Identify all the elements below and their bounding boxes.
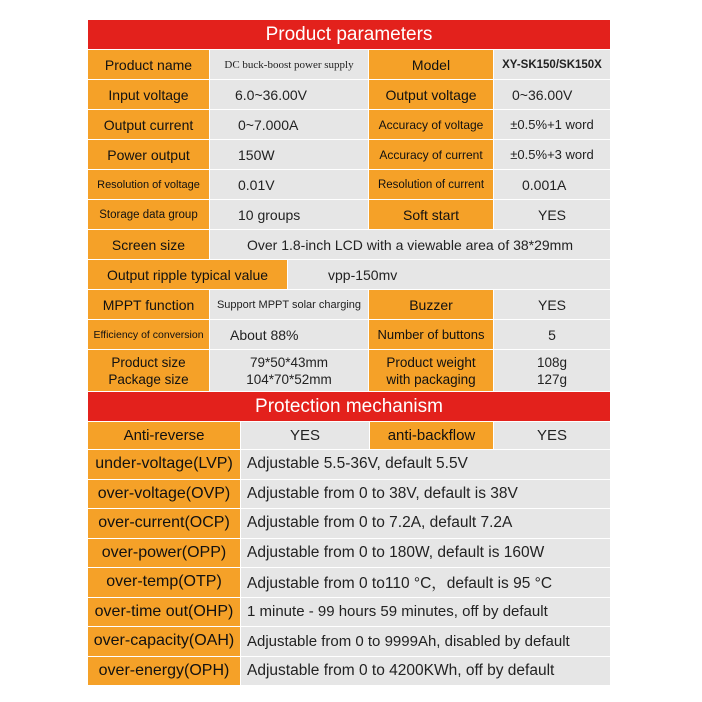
protection-value: Adjustable from 0 to 9999Ah, disabled by default xyxy=(241,627,610,656)
protection-label: over-current(OCP) xyxy=(88,509,241,538)
protection-label: over-power(OPP) xyxy=(88,539,241,568)
ripple-label: Output ripple typical value xyxy=(88,260,288,289)
protection-label: over-capacity(OAH) xyxy=(88,627,241,656)
spec-sheet xyxy=(88,20,610,685)
efficiency-value: About 88% xyxy=(210,320,369,349)
ripple-value: vpp-150mv xyxy=(288,260,610,289)
product-name-value: DC buck-boost power supply xyxy=(210,50,369,79)
mppt-label: MPPT function xyxy=(88,290,210,319)
protection-row xyxy=(88,656,610,686)
buttons-label: Number of buttons xyxy=(369,320,494,349)
protection-row xyxy=(88,538,610,568)
output-voltage-value: 0~36.00V xyxy=(494,80,610,109)
anti-backflow-value: YES xyxy=(494,422,610,449)
weight-labels xyxy=(369,350,494,391)
anti-backflow-label: anti-backflow xyxy=(370,422,494,449)
with-packaging-label: with packaging xyxy=(386,371,476,387)
accuracy-voltage-value: ±0.5%+1 word xyxy=(494,110,610,139)
protection-value: Adjustable from 0 to 180W, default is 160W xyxy=(241,539,610,568)
efficiency-label: Efficiency of conversion xyxy=(88,320,210,349)
protection-label: over-energy(OPH) xyxy=(88,657,241,686)
package-size-value: 104*70*52mm xyxy=(246,371,332,387)
model-value: XY-SK150/SK150X xyxy=(494,50,610,79)
soft-start-value: YES xyxy=(494,200,610,229)
buzzer-value: YES xyxy=(494,290,610,319)
protection-banner: Protection mechanism xyxy=(88,391,610,421)
accuracy-voltage-label: Accuracy of voltage xyxy=(369,110,494,139)
accuracy-current-label: Accuracy of current xyxy=(369,140,494,169)
protection-row xyxy=(88,626,610,656)
protection-value: Adjustable 5.5-36V, default 5.5V xyxy=(241,450,610,479)
product-size-label: Product size xyxy=(111,354,186,370)
size-labels xyxy=(88,350,210,391)
resolution-current-label: Resolution of current xyxy=(369,170,494,199)
protection-row xyxy=(88,449,610,479)
protection-row xyxy=(88,508,610,538)
protection-value: Adjustable from 0 to110 °C，default is 95 °C xyxy=(241,568,610,597)
accuracy-current-value: ±0.5%+3 word xyxy=(494,140,610,169)
anti-reverse-label: Anti-reverse xyxy=(88,422,241,449)
mppt-value: Support MPPT solar charging xyxy=(210,290,369,319)
protection-label: over-time out(OHP) xyxy=(88,598,241,627)
output-current-label: Output current xyxy=(88,110,210,139)
protection-list xyxy=(88,449,610,685)
protection-label: over-temp(OTP) xyxy=(88,568,241,597)
product-name-label: Product name xyxy=(88,50,210,79)
storage-value: 10 groups xyxy=(210,200,369,229)
protection-label: under-voltage(LVP) xyxy=(88,450,241,479)
product-weight-label: Product weight xyxy=(386,354,476,370)
input-voltage-value: 6.0~36.00V xyxy=(210,80,369,109)
size-values xyxy=(210,350,369,391)
input-voltage-label: Input voltage xyxy=(88,80,210,109)
product-size-value: 79*50*43mm xyxy=(249,354,329,370)
product-parameters-banner: Product parameters xyxy=(88,20,610,49)
package-size-label: Package size xyxy=(108,371,189,387)
protection-row xyxy=(88,479,610,509)
package-weight-value: 127g xyxy=(536,371,568,387)
protection-row xyxy=(88,567,610,597)
output-current-value: 0~7.000A xyxy=(210,110,369,139)
power-output-label: Power output xyxy=(88,140,210,169)
protection-value: Adjustable from 0 to 38V, default is 38V xyxy=(241,480,610,509)
buttons-value: 5 xyxy=(494,320,610,349)
anti-reverse-value: YES xyxy=(241,422,370,449)
screen-size-label: Screen size xyxy=(88,230,210,259)
protection-value: Adjustable from 0 to 4200KWh, off by default xyxy=(241,657,610,686)
buzzer-label: Buzzer xyxy=(369,290,494,319)
screen-size-value: Over 1.8-inch LCD with a viewable area of 38*29mm xyxy=(210,230,610,259)
storage-label: Storage data group xyxy=(88,200,210,229)
power-output-value: 150W xyxy=(210,140,369,169)
product-weight-value: 108g xyxy=(536,354,568,370)
model-label: Model xyxy=(369,50,494,79)
resolution-voltage-label: Resolution of voltage xyxy=(88,170,210,199)
protection-label: over-voltage(OVP) xyxy=(88,480,241,509)
protection-value: 1 minute - 99 hours 59 minutes, off by default xyxy=(241,598,610,627)
protection-value: Adjustable from 0 to 7.2A, default 7.2A xyxy=(241,509,610,538)
resolution-voltage-value: 0.01V xyxy=(210,170,369,199)
resolution-current-value: 0.001A xyxy=(494,170,610,199)
weight-values xyxy=(494,350,610,391)
protection-row xyxy=(88,597,610,627)
output-voltage-label: Output voltage xyxy=(369,80,494,109)
soft-start-label: Soft start xyxy=(369,200,494,229)
